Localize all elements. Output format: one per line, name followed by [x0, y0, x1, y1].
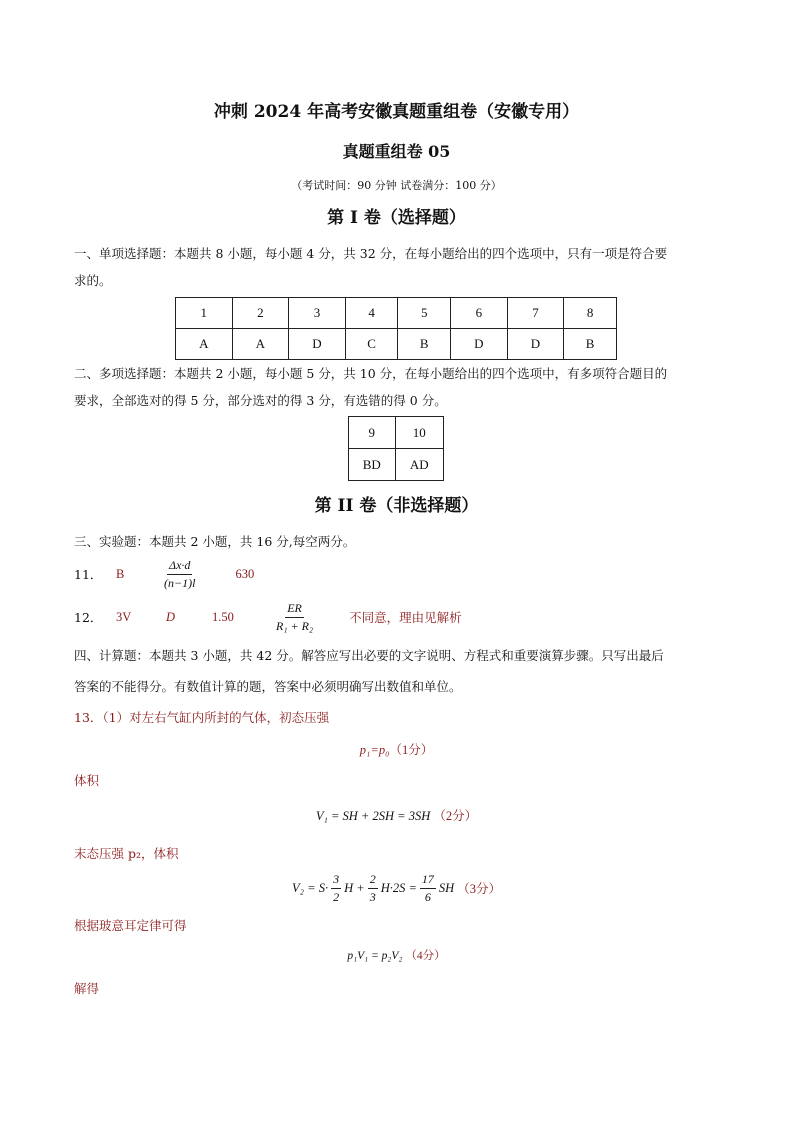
answer-cell: BD [349, 449, 396, 481]
multi-choice-answer-table [348, 416, 444, 481]
section1-desc-line1: 一、单项选择题：本题共 8 小题，每小题 4 分，共 32 分，在每小题给出的四个选项中，只有一项是符合要 [74, 246, 668, 261]
q12-answer-fraction [274, 601, 315, 634]
question-number: 1 [176, 298, 233, 329]
answer-cell: A [232, 329, 289, 360]
fraction-numerator: 3 [331, 872, 341, 889]
equation-score: （3分） [457, 882, 501, 896]
equation-text: V₁ = SH + 2SH = 3SH [315, 809, 431, 823]
q12-label: 12． [74, 610, 103, 625]
fraction-denominator: R₁ + R₂ [276, 618, 314, 633]
section1-desc-line2: 求的。 [74, 273, 112, 288]
equation-part: V₂ = S· [292, 880, 329, 895]
question-number: 9 [349, 417, 396, 449]
answer-cell: D [507, 329, 564, 360]
q13-equation-2 [0, 806, 793, 824]
table-row [176, 298, 617, 329]
answer-cell: B [564, 329, 617, 360]
equation-part: SH [438, 880, 455, 895]
equation-text: p₁=p₀ [359, 743, 390, 757]
fraction [331, 872, 341, 905]
table-row [176, 329, 617, 360]
part2-title: 第 II 卷（非选择题） [314, 496, 479, 516]
answer-cell: C [345, 329, 398, 360]
part1-title: 第 I 卷（选择题） [327, 208, 466, 228]
q12-row [74, 598, 462, 636]
answer-cell: D [289, 329, 346, 360]
section3-desc: 三、实验题：本题共 2 小题，共 16 分,每空两分。 [74, 534, 356, 549]
answer-cell: A [176, 329, 233, 360]
q12-answer-3: 1.50 [212, 609, 234, 624]
question-number: 2 [232, 298, 289, 329]
fraction-numerator: Δx·d [167, 558, 192, 575]
fraction [368, 872, 378, 905]
question-number: 8 [564, 298, 617, 329]
table-row [349, 417, 444, 449]
equation-score: （2分） [433, 809, 478, 823]
equation-text: p₁V₁ = p₂V₂ [347, 950, 403, 962]
section4-desc-line2: 答案的不能得分。有数值计算的题，答案中必须明确写出数值和单位。 [74, 679, 462, 694]
fraction-numerator: 2 [368, 872, 378, 889]
section2-desc-line2: 要求，全部选对的得 5 分，部分选对的得 3 分，有选错的得 0 分。 [74, 393, 447, 408]
answer-cell: D [451, 329, 508, 360]
q11-row [74, 556, 254, 592]
question-number: 10 [395, 417, 443, 449]
question-number: 3 [289, 298, 346, 329]
fraction-numerator: ER [285, 601, 304, 618]
section4-desc-line1: 四、计算题：本题共 3 小题，共 42 分。解答应写出必要的文字说明、方程式和重要演算步骤。只写出最后 [74, 648, 664, 663]
question-number: 6 [451, 298, 508, 329]
q13-final-label: 末态压强 p₂，体积 [74, 846, 179, 861]
q13-solve-label: 解得 [74, 981, 100, 996]
q13-equation-3 [0, 870, 793, 906]
main-title: 冲刺 2024 年高考安徽真题重组卷（安徽专用） [213, 102, 580, 122]
answer-cell: B [398, 329, 451, 360]
fraction-denominator: 3 [369, 889, 376, 904]
q13-volume-label: 体积 [74, 773, 100, 788]
q11-label: 11． [74, 567, 103, 582]
question-number: 7 [507, 298, 564, 329]
section2-desc-line1: 二、多项选择题：本题共 2 小题，每小题 5 分，共 10 分，在每小题给出的四个选项中，有多项符合题目的 [74, 366, 668, 381]
q13-equation-4 [0, 947, 793, 963]
fraction-numerator: 17 [420, 872, 436, 889]
q11-answer-fraction [162, 558, 197, 591]
equation-part: H·2S = [380, 880, 417, 895]
table-row [349, 449, 444, 481]
equation-part: H + [344, 880, 365, 895]
fraction-denominator: 2 [333, 889, 340, 904]
q12-answer-5: 不同意，理由见解析 [349, 610, 462, 625]
question-number: 5 [398, 298, 451, 329]
question-number: 4 [345, 298, 398, 329]
q13-line1: 13．（1）对左右气缸内所封的气体，初态压强 [74, 710, 330, 725]
fraction-denominator: 6 [424, 889, 431, 904]
q13-law-label: 根据玻意耳定律可得 [74, 918, 187, 933]
q12-answer-1: 3V [116, 609, 132, 624]
q11-answer-1: B [116, 566, 125, 581]
q11-answer-3: 630 [235, 566, 255, 581]
q12-answer-2: D [166, 609, 176, 624]
q13-equation-1 [0, 740, 793, 758]
fraction-denominator: (n−1)l [164, 575, 196, 590]
single-choice-answer-table [175, 297, 617, 360]
exam-info: （考试时间：90 分钟 试卷满分：100 分） [291, 179, 502, 192]
fraction [420, 872, 436, 905]
sub-title: 真题重组卷 05 [342, 142, 451, 161]
equation-score: （4分） [405, 950, 446, 962]
answer-cell: AD [395, 449, 443, 481]
equation-score: （1分） [389, 743, 434, 757]
